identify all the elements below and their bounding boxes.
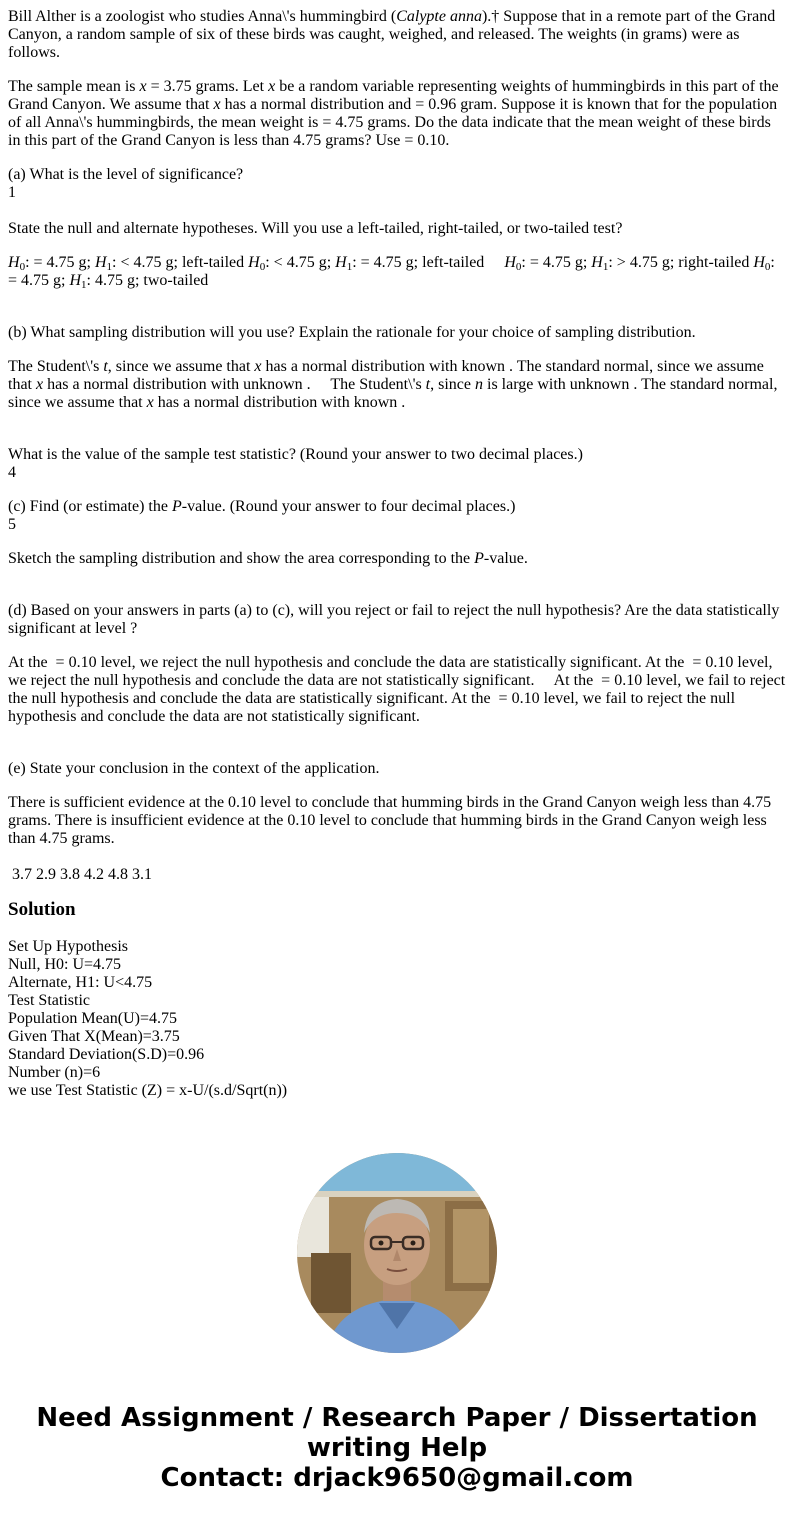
h-symbol: H — [8, 254, 20, 271]
test-stat-question: What is the value of the sample test statistic? (Round your answer to two decimal places.) — [8, 446, 583, 463]
solution-line: we use Test Statistic (Z) = x-U/(s.d/Sqrt(n)) — [8, 1082, 288, 1099]
option-2-text: : = 4.75 g; left-tailed — [352, 254, 505, 271]
problem-intro — [8, 8, 786, 62]
banner-line-1: Need Assignment / Research Paper / Dissertation — [36, 1403, 758, 1433]
var-t: t — [103, 358, 108, 375]
part-d-options: At the = 0.10 level, we reject the null hypothesis and conclude the data are statistically significant. At the = 0.10 level, we reject the null hypothesis and conclude the data are not statistically significant. At the = 0.10 level, we fail to reject the null hypothesis and conclude the data are statistically significant. At the = 0.10 level, we fail to reject the null hypothesis and conclude the data are not statistically significant. — [8, 654, 790, 725]
option-4-text: : 4.75 g; two-tailed — [86, 272, 209, 289]
part-a-question: (a) What is the level of significance? — [8, 166, 244, 183]
var-x: x — [36, 376, 44, 393]
dist-text: has a normal distribution with unknown . The Student\'s — [43, 376, 426, 393]
var-x: x — [139, 78, 147, 95]
part-c-answer: 5 — [8, 516, 16, 533]
data-values: 3.7 2.9 3.8 4.2 4.8 3.1 — [8, 866, 152, 883]
subscript: 0 — [259, 261, 266, 273]
species-name: Calypte anna — [396, 8, 482, 25]
option-3-text: : > 4.75 g; right-tailed — [608, 254, 754, 271]
h-symbol: H — [94, 254, 107, 271]
test-stat-answer: 4 — [8, 464, 16, 481]
dist-text: , since — [430, 376, 475, 393]
sketch-text: -value. — [483, 550, 528, 567]
statement-text: be a random variable representing weights of hummingbirds in this part of the Grand Canyon. We assume that — [8, 78, 779, 113]
var-t: t — [425, 376, 431, 393]
solution-line: Number (n)=6 — [8, 1064, 101, 1081]
solution-line: Test Statistic — [8, 992, 90, 1009]
banner-line-2: writing Help — [306, 1433, 488, 1463]
subscript: 1 — [346, 261, 353, 273]
subscript: 0 — [764, 261, 771, 273]
subscript: 0 — [515, 261, 522, 273]
var-n: n — [475, 376, 483, 393]
avatar — [297, 1153, 497, 1353]
var-x: x — [146, 394, 154, 411]
intro-text-1: Bill Alther is a zoologist who studies Anna\'s hummingbird ( — [8, 8, 397, 25]
statement-text: = 3.75 grams. Let — [146, 78, 269, 95]
hypotheses-options — [8, 254, 786, 290]
var-x: x — [254, 358, 262, 375]
option-1-text: : = 4.75 g; — [25, 254, 95, 271]
sketch-text: Sketch the sampling distribution and show the area corresponding to the — [8, 550, 475, 567]
option-4-text: : = 4.75 g; — [8, 254, 775, 289]
solution-heading: Solution — [8, 899, 76, 920]
h-symbol: H — [504, 254, 516, 271]
intro-text-2: ).† Suppose that in a remote part of the Grand Canyon, a random sample of six of these birds was caught, weighed, and released. The weights (in grams) were as follows. — [8, 8, 776, 61]
part-c-text: (c) Find (or estimate) the — [8, 498, 172, 515]
distribution-options — [8, 358, 786, 412]
subscript: 0 — [19, 261, 26, 273]
sketch-instruction — [8, 550, 786, 568]
part-a — [8, 166, 786, 202]
contact-banner — [0, 1403, 794, 1493]
var-p: P — [474, 550, 484, 567]
solution-line: Set Up Hypothesis — [8, 938, 128, 955]
part-c — [8, 498, 786, 534]
var-x: x — [213, 96, 221, 113]
subscript: 1 — [81, 279, 87, 291]
solution-line: Null, H0: U=4.75 — [8, 956, 122, 973]
h-symbol: H — [335, 254, 347, 271]
dist-text: The Student\'s — [8, 358, 104, 375]
problem-content — [8, 0, 790, 1100]
hypotheses-question: State the null and alternate hypotheses. Will you use a left-tailed, right-tailed, or two-tailed test? — [8, 220, 623, 237]
part-d-question: (d) Based on your answers in parts (a) to (c), will you reject or fail to reject the null hypothesis? Are the data statistically significant at level ? — [8, 602, 780, 637]
solution-line: Alternate, H1: U<4.75 — [8, 974, 153, 991]
solution-line: Population Mean(U)=4.75 — [8, 1010, 177, 1027]
h-symbol: H — [591, 254, 603, 271]
test-statistic — [8, 446, 786, 482]
part-b-question: (b) What sampling distribution will you use? Explain the rationale for your choice of sampling distribution. — [8, 324, 696, 341]
dist-text: is large with unknown . The standard normal, since we assume that — [8, 376, 778, 411]
option-3-text: : = 4.75 g; — [521, 254, 592, 271]
part-e-question: (e) State your conclusion in the context of the application. — [8, 760, 380, 777]
option-1-text: : < 4.75 g; left-tailed — [112, 254, 249, 271]
statement-text: has a normal distribution and = 0.96 gram. Suppose it is known that for the population of all Anna\'s hummingbirds, the mean weight is = 4.75 grams. Do the data indicate that the mean weight of these birds in this part of the Grand Canyon is less than 4.75 grams? Use = 0.10. — [8, 96, 778, 149]
author-portrait-image — [297, 1153, 497, 1353]
h-symbol: H — [753, 254, 765, 271]
subscript: 1 — [106, 261, 113, 273]
part-a-answer: 1 — [8, 184, 16, 201]
solution-line: Standard Deviation(S.D)=0.96 — [8, 1046, 205, 1063]
h-symbol: H — [69, 272, 82, 289]
h-symbol: H — [248, 254, 260, 271]
solution-line: Given That X(Mean)=3.75 — [8, 1028, 180, 1045]
var-x: x — [268, 78, 276, 95]
problem-statement — [8, 78, 786, 150]
subscript: 1 — [602, 261, 609, 273]
dist-text: has a normal distribution with known . — [153, 394, 406, 411]
var-p: P — [171, 498, 182, 515]
statement-text: The sample mean is — [8, 78, 140, 95]
dist-text: , since we assume that — [107, 358, 255, 375]
part-e-options: There is sufficient evidence at the 0.10 level to conclude that humming birds in the Grand Canyon weigh less than 4.75 grams. There is insufficient evidence at the 0.10 level to conclude that humming birds in the Grand Canyon weigh less than 4.75 grams. — [8, 794, 772, 847]
solution-steps — [8, 938, 786, 1100]
dist-text: has a normal distribution with known . The standard normal, since we assume that — [8, 358, 764, 393]
banner-contact: Contact: drjack9650@gmail.com — [160, 1463, 634, 1493]
part-c-text: -value. (Round your answer to four decimal places.) — [181, 498, 516, 515]
option-2-text: : < 4.75 g; — [265, 254, 336, 271]
